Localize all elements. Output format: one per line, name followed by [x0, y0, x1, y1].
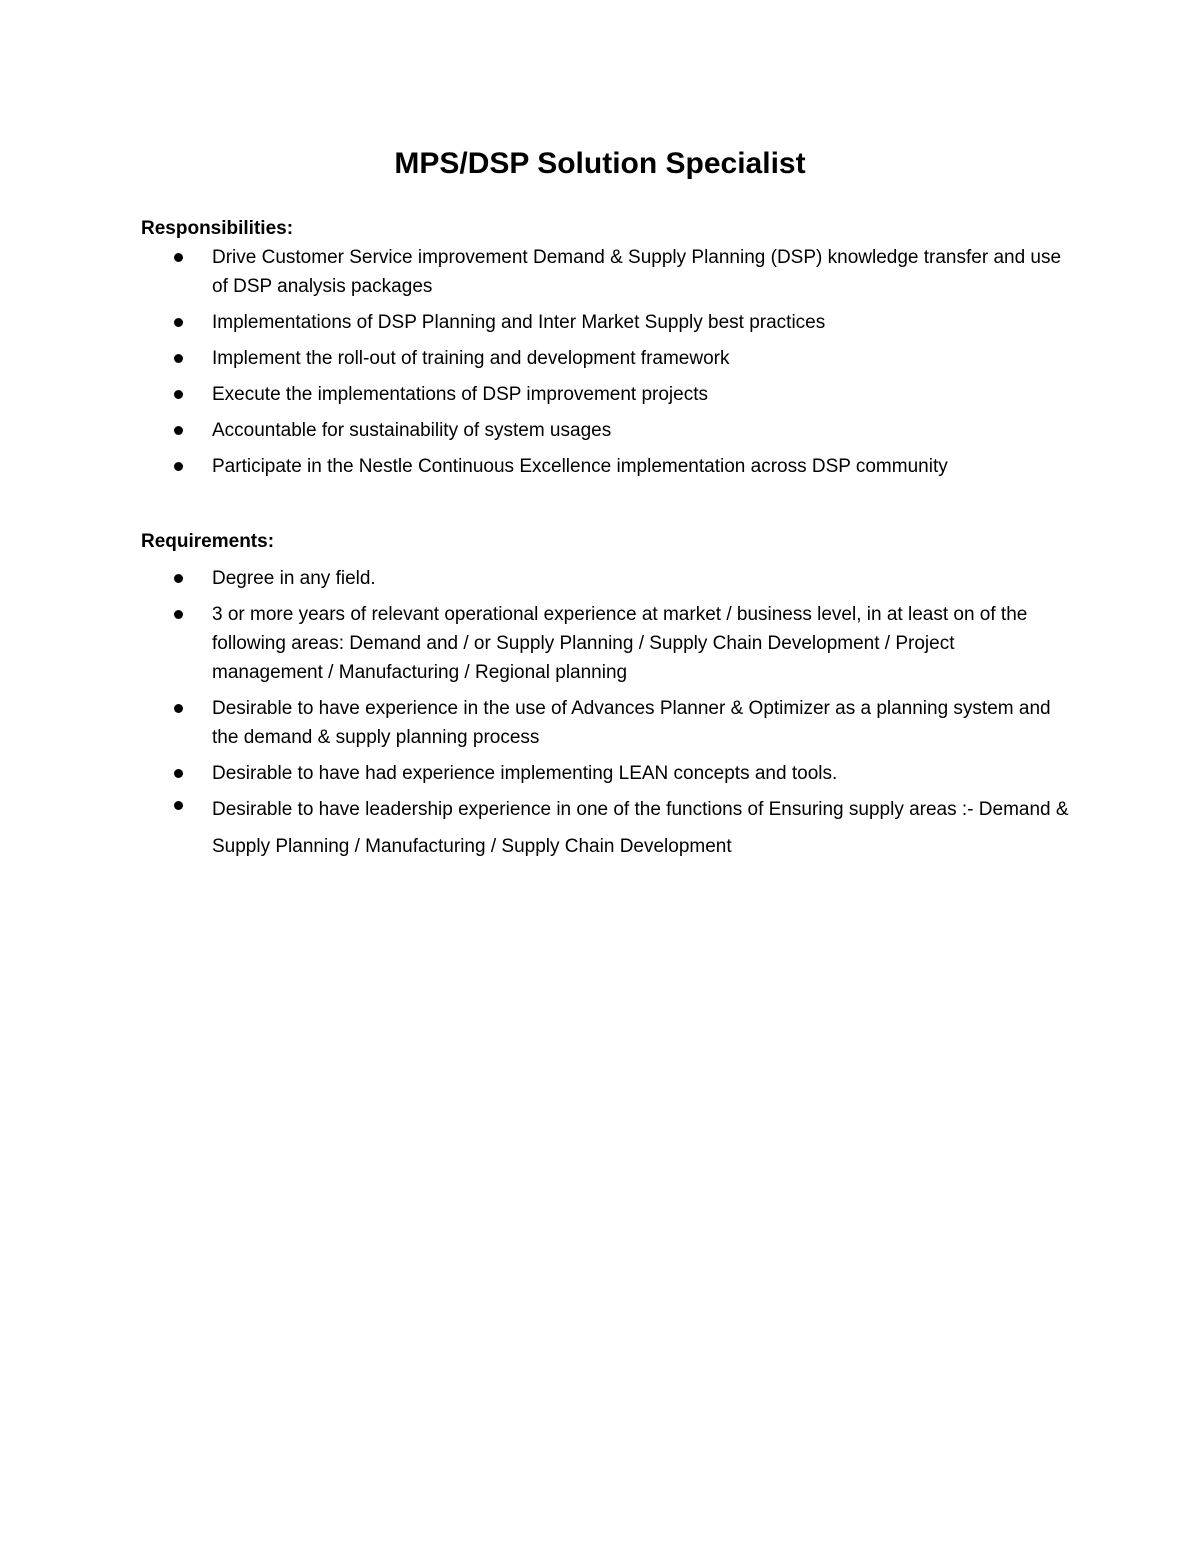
bullet-icon	[174, 574, 183, 583]
bullet-icon	[174, 390, 183, 399]
list-item-text: Desirable to have leadership experience in one of the functions of Ensuring supply areas :- Demand & Supply Planning / Manufacturing / Supply Chain Development	[212, 799, 1069, 857]
list-item	[170, 308, 1070, 337]
list-item	[170, 600, 1070, 687]
bullet-icon	[174, 462, 183, 471]
requirements-heading: Requirements:	[141, 531, 275, 552]
list-item-text: Drive Customer Service improvement Demand & Supply Planning (DSP) knowledge transfer and use of DSP analysis packages	[212, 247, 1062, 297]
document-title: MPS/DSP Solution Specialist	[394, 147, 806, 180]
list-item	[170, 791, 1070, 865]
bullet-icon	[174, 704, 183, 713]
list-item	[170, 564, 1070, 593]
list-item-text: Desirable to have experience in the use of Advances Planner & Optimizer as a planning system and the demand & supply planning process	[212, 698, 1051, 748]
list-item-text: Participate in the Nestle Continuous Excellence implementation across DSP community	[212, 456, 948, 477]
list-item	[170, 380, 1070, 409]
list-item-text: Accountable for sustainability of system usages	[212, 420, 612, 441]
bullet-icon	[174, 610, 183, 619]
list-item-text: Implement the roll-out of training and development framework	[212, 348, 730, 369]
bullet-icon	[174, 769, 183, 778]
requirements-list	[170, 564, 1070, 872]
bullet-icon	[174, 253, 183, 262]
list-item-text: Implementations of DSP Planning and Inter Market Supply best practices	[212, 312, 826, 333]
bullet-icon	[174, 318, 183, 327]
list-item	[170, 243, 1070, 301]
bullet-icon	[174, 801, 183, 810]
bullet-icon	[174, 354, 183, 363]
list-item	[170, 694, 1070, 752]
list-item-text: Desirable to have had experience implementing LEAN concepts and tools.	[212, 763, 838, 784]
responsibilities-heading: Responsibilities:	[141, 218, 294, 239]
bullet-icon	[174, 426, 183, 435]
list-item	[170, 344, 1070, 373]
list-item	[170, 452, 1070, 481]
list-item-text: 3 or more years of relevant operational experience at market / business level, in at least on of the following areas: Demand and / or Supply Planning / Supply Chain Development / Project management / Manufacturing / Regional planning	[212, 604, 1028, 683]
list-item-text: Execute the implementations of DSP improvement projects	[212, 384, 708, 405]
list-item-text: Degree in any field.	[212, 568, 376, 589]
list-item	[170, 416, 1070, 445]
responsibilities-list	[170, 243, 1070, 488]
list-item	[170, 759, 1070, 788]
